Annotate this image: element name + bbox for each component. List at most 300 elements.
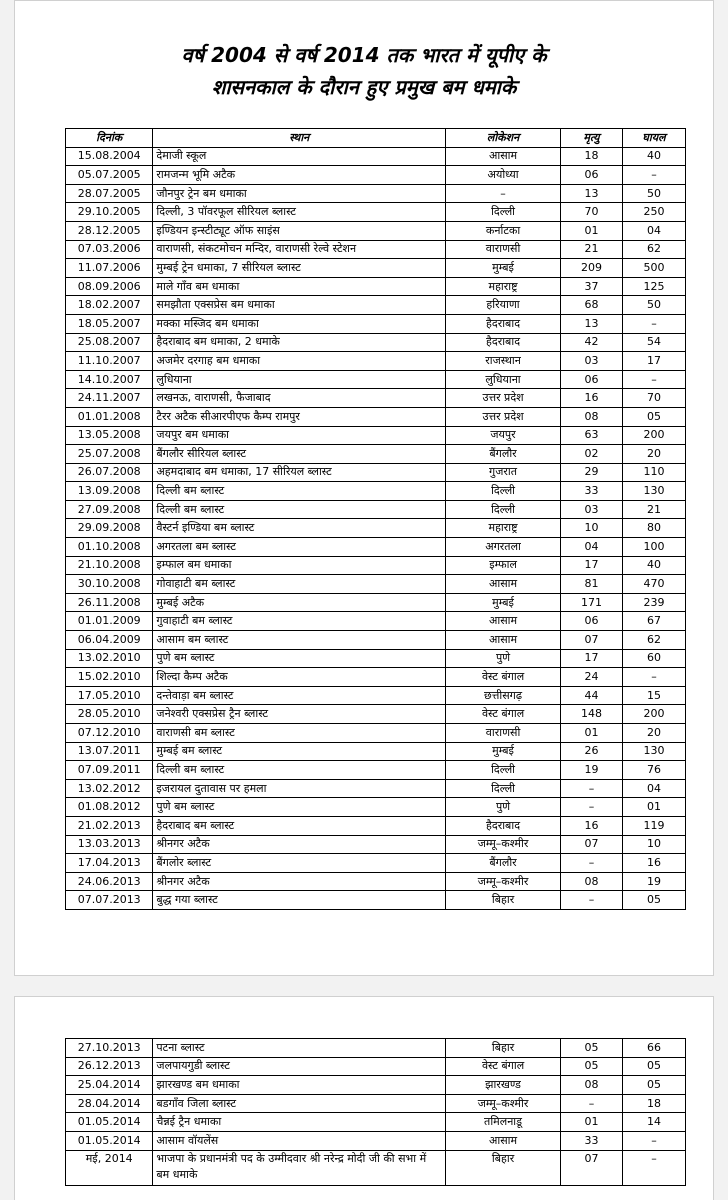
table-row — [66, 519, 686, 538]
cell-injured: 54 — [622, 333, 685, 352]
cell-place: श्रीनगर अटैक — [153, 872, 446, 891]
cell-deaths: 05 — [560, 1057, 622, 1076]
cell-injured: – — [622, 314, 685, 333]
table-row — [66, 538, 686, 557]
cell-date: 25.08.2007 — [66, 333, 153, 352]
cell-injured: 40 — [622, 147, 685, 166]
cell-place: दिल्ली बम ब्लास्ट — [153, 500, 446, 519]
cell-deaths: 01 — [560, 724, 622, 743]
cell-deaths: 148 — [560, 705, 622, 724]
cell-deaths: 17 — [560, 556, 622, 575]
table-row — [66, 333, 686, 352]
table-body-continued — [66, 1039, 686, 1186]
table-row — [66, 872, 686, 891]
cell-location: मुम्बई — [446, 742, 561, 761]
cell-location: बैंगलौर — [446, 854, 561, 873]
header-deaths: मृत्यु — [560, 129, 622, 148]
cell-date: 01.08.2012 — [66, 798, 153, 817]
cell-location: बिहार — [446, 1150, 561, 1185]
cell-date: मई, 2014 — [66, 1150, 153, 1185]
cell-date: 15.02.2010 — [66, 668, 153, 687]
cell-deaths: 16 — [560, 816, 622, 835]
cell-injured: 500 — [622, 259, 685, 278]
table-row — [66, 1076, 686, 1095]
cell-location: हैदराबाद — [446, 816, 561, 835]
cell-place: टैरर अटैक सीआरपीएफ कैम्प रामपुर — [153, 407, 446, 426]
cell-place: झारखण्ड बम धमाका — [153, 1076, 446, 1095]
cell-place: वाराणसी बम ब्लास्ट — [153, 724, 446, 743]
cell-place: इम्फाल बम धमाका — [153, 556, 446, 575]
table-row — [66, 1094, 686, 1113]
cell-injured: 10 — [622, 835, 685, 854]
cell-deaths: 13 — [560, 184, 622, 203]
table-row — [66, 798, 686, 817]
cell-location: वेस्ट बंगाल — [446, 705, 561, 724]
table-row — [66, 891, 686, 910]
cell-deaths: 33 — [560, 482, 622, 501]
header-location: लोकेशन — [446, 129, 561, 148]
cell-injured: – — [622, 370, 685, 389]
cell-date: 06.04.2009 — [66, 631, 153, 650]
cell-deaths: 01 — [560, 1113, 622, 1132]
cell-date: 25.04.2014 — [66, 1076, 153, 1095]
cell-deaths: 68 — [560, 296, 622, 315]
cell-location: – — [446, 184, 561, 203]
cell-date: 17.04.2013 — [66, 854, 153, 873]
cell-date: 01.05.2014 — [66, 1131, 153, 1150]
header-injured: घायल — [622, 129, 685, 148]
table-header-row — [66, 129, 686, 148]
cell-location: मुम्बई — [446, 259, 561, 278]
cell-date: 01.01.2009 — [66, 612, 153, 631]
cell-deaths: 06 — [560, 370, 622, 389]
cell-injured: – — [622, 1131, 685, 1150]
cell-location: वाराणसी — [446, 240, 561, 259]
cell-place: मक्का मस्जिद बम धमाका — [153, 314, 446, 333]
table-row — [66, 1150, 686, 1185]
cell-injured: 67 — [622, 612, 685, 631]
cell-date: 26.11.2008 — [66, 593, 153, 612]
cell-location: दिल्ली — [446, 203, 561, 222]
table-row — [66, 705, 686, 724]
cell-place: इजरायल दुतावास पर हमला — [153, 779, 446, 798]
cell-date: 26.07.2008 — [66, 463, 153, 482]
table-row — [66, 816, 686, 835]
table-row — [66, 221, 686, 240]
document-page-2 — [14, 996, 714, 1200]
table-row — [66, 500, 686, 519]
cell-location: मुम्बई — [446, 593, 561, 612]
cell-date: 11.07.2006 — [66, 259, 153, 278]
cell-place: अगरतला बम ब्लास्ट — [153, 538, 446, 557]
cell-location: बैंगलौर — [446, 445, 561, 464]
cell-injured: 60 — [622, 649, 685, 668]
cell-injured: 21 — [622, 500, 685, 519]
cell-date: 24.06.2013 — [66, 872, 153, 891]
cell-location: आसाम — [446, 631, 561, 650]
cell-deaths: 63 — [560, 426, 622, 445]
cell-date: 01.01.2008 — [66, 407, 153, 426]
cell-place: समझौता एक्सप्रेस बम धमाका — [153, 296, 446, 315]
table-row — [66, 370, 686, 389]
table-row — [66, 147, 686, 166]
cell-injured: – — [622, 166, 685, 185]
cell-place: आसाम वॉयलेंस — [153, 1131, 446, 1150]
cell-injured: 119 — [622, 816, 685, 835]
cell-location: हरियाणा — [446, 296, 561, 315]
table-row — [66, 277, 686, 296]
cell-injured: 125 — [622, 277, 685, 296]
table-row — [66, 482, 686, 501]
table-row — [66, 352, 686, 371]
cell-deaths: 04 — [560, 538, 622, 557]
cell-place: हैदराबाद बम ब्लास्ट — [153, 816, 446, 835]
cell-date: 11.10.2007 — [66, 352, 153, 371]
cell-deaths: – — [560, 891, 622, 910]
cell-location: वेस्ट बंगाल — [446, 1057, 561, 1076]
cell-place: लखनऊ, वाराणसी, फैजाबाद — [153, 389, 446, 408]
cell-location: महाराष्ट्र — [446, 277, 561, 296]
cell-injured: 05 — [622, 407, 685, 426]
cell-place: वाराणसी, संकटमोचन मन्दिर, वाराणसी रेल्वे स्टेशन — [153, 240, 446, 259]
table-row — [66, 1039, 686, 1058]
title-line-2: शासनकाल के दौरान हुए प्रमुख बम धमाके — [211, 75, 517, 99]
cell-date: 15.08.2004 — [66, 147, 153, 166]
header-place: स्थान — [153, 129, 446, 148]
cell-date: 28.12.2005 — [66, 221, 153, 240]
cell-place: गुवाहाटी बम ब्लास्ट — [153, 612, 446, 631]
cell-deaths: 171 — [560, 593, 622, 612]
cell-injured: – — [622, 1150, 685, 1185]
table-row — [66, 556, 686, 575]
cell-injured: 200 — [622, 705, 685, 724]
cell-injured: 40 — [622, 556, 685, 575]
cell-location: छत्तीसगढ़ — [446, 686, 561, 705]
cell-date: 18.05.2007 — [66, 314, 153, 333]
cell-location: आसाम — [446, 1131, 561, 1150]
table-row — [66, 184, 686, 203]
cell-injured: 80 — [622, 519, 685, 538]
table-row — [66, 389, 686, 408]
cell-deaths: 24 — [560, 668, 622, 687]
table-row — [66, 854, 686, 873]
cell-location: जम्मू–कश्मीर — [446, 872, 561, 891]
cell-location: जम्मू–कश्मीर — [446, 835, 561, 854]
table-row — [66, 407, 686, 426]
cell-date: 28.07.2005 — [66, 184, 153, 203]
cell-location: आसाम — [446, 575, 561, 594]
cell-deaths: 06 — [560, 166, 622, 185]
cell-deaths: 03 — [560, 500, 622, 519]
cell-injured: 239 — [622, 593, 685, 612]
cell-date: 08.09.2006 — [66, 277, 153, 296]
cell-location: पुणे — [446, 798, 561, 817]
cell-date: 01.05.2014 — [66, 1113, 153, 1132]
cell-injured: 16 — [622, 854, 685, 873]
cell-injured: 110 — [622, 463, 685, 482]
cell-injured: 04 — [622, 779, 685, 798]
cell-date: 25.07.2008 — [66, 445, 153, 464]
cell-date: 21.02.2013 — [66, 816, 153, 835]
cell-deaths: 07 — [560, 1150, 622, 1185]
cell-injured: 62 — [622, 631, 685, 650]
cell-injured: 04 — [622, 221, 685, 240]
cell-place: पटना ब्लास्ट — [153, 1039, 446, 1058]
cell-place: रामजन्म भूमि अटैक — [153, 166, 446, 185]
cell-injured: 05 — [622, 1057, 685, 1076]
cell-injured: 20 — [622, 724, 685, 743]
cell-location: दिल्ली — [446, 500, 561, 519]
cell-date: 18.02.2007 — [66, 296, 153, 315]
cell-place: आसाम बम ब्लास्ट — [153, 631, 446, 650]
cell-date: 13.03.2013 — [66, 835, 153, 854]
cell-date: 21.10.2008 — [66, 556, 153, 575]
cell-deaths: 44 — [560, 686, 622, 705]
table-row — [66, 779, 686, 798]
cell-injured: 76 — [622, 761, 685, 780]
cell-date: 13.07.2011 — [66, 742, 153, 761]
bomb-blasts-table — [65, 128, 686, 910]
cell-date: 14.10.2007 — [66, 370, 153, 389]
table-row — [66, 631, 686, 650]
cell-date: 07.09.2011 — [66, 761, 153, 780]
cell-location: अगरतला — [446, 538, 561, 557]
table-row — [66, 203, 686, 222]
bomb-blasts-table-continued — [65, 1038, 686, 1186]
cell-location: दिल्ली — [446, 779, 561, 798]
cell-date: 07.03.2006 — [66, 240, 153, 259]
cell-deaths: 17 — [560, 649, 622, 668]
cell-location: इम्फाल — [446, 556, 561, 575]
cell-injured: 19 — [622, 872, 685, 891]
cell-place: मुम्बई बम ब्लास्ट — [153, 742, 446, 761]
cell-date: 13.09.2008 — [66, 482, 153, 501]
cell-deaths: 08 — [560, 407, 622, 426]
table-body — [66, 147, 686, 909]
cell-date: 13.02.2012 — [66, 779, 153, 798]
cell-injured: 20 — [622, 445, 685, 464]
cell-injured: 62 — [622, 240, 685, 259]
cell-place: देमाजी स्कूल — [153, 147, 446, 166]
table-row — [66, 668, 686, 687]
cell-location: आसाम — [446, 147, 561, 166]
cell-injured: 50 — [622, 296, 685, 315]
cell-place: लुधियाना — [153, 370, 446, 389]
cell-location: झारखण्ड — [446, 1076, 561, 1095]
cell-date: 30.10.2008 — [66, 575, 153, 594]
title-line-1: वर्ष 2004 से वर्ष 2014 तक भारत में यूपीए के — [181, 43, 547, 67]
table-row — [66, 686, 686, 705]
cell-place: भाजपा के प्रधानमंत्री पद के उम्मीदवार श्री नरेन्द्र मोदी जी की सभा में बम धमाके — [153, 1150, 446, 1185]
cell-deaths: 70 — [560, 203, 622, 222]
table-row — [66, 296, 686, 315]
cell-location: उत्तर प्रदेश — [446, 407, 561, 426]
cell-location: तमिलनाडू — [446, 1113, 561, 1132]
cell-injured: 01 — [622, 798, 685, 817]
cell-place: दिल्ली, 3 पॉवरफूल सीरियल ब्लास्ट — [153, 203, 446, 222]
cell-deaths: 05 — [560, 1039, 622, 1058]
cell-injured: 66 — [622, 1039, 685, 1058]
cell-deaths: 16 — [560, 389, 622, 408]
cell-date: 29.09.2008 — [66, 519, 153, 538]
cell-date: 05.07.2005 — [66, 166, 153, 185]
cell-deaths: 29 — [560, 463, 622, 482]
cell-deaths: – — [560, 798, 622, 817]
table-row — [66, 166, 686, 185]
cell-date: 24.11.2007 — [66, 389, 153, 408]
cell-date: 27.10.2013 — [66, 1039, 153, 1058]
cell-deaths: 07 — [560, 835, 622, 854]
cell-date: 29.10.2005 — [66, 203, 153, 222]
cell-place: चैन्नई ट्रैन धमाका — [153, 1113, 446, 1132]
cell-deaths: 19 — [560, 761, 622, 780]
cell-place: हैदराबाद बम धमाका, 2 धमाके — [153, 333, 446, 352]
cell-deaths: 209 — [560, 259, 622, 278]
cell-deaths: 26 — [560, 742, 622, 761]
cell-location: उत्तर प्रदेश — [446, 389, 561, 408]
cell-place: बुद्ध गया ब्लास्ट — [153, 891, 446, 910]
cell-location: बिहार — [446, 891, 561, 910]
table-row — [66, 1113, 686, 1132]
cell-deaths: 13 — [560, 314, 622, 333]
cell-place: गोवाहाटी बम ब्लास्ट — [153, 575, 446, 594]
cell-location: दिल्ली — [446, 761, 561, 780]
cell-date: 28.04.2014 — [66, 1094, 153, 1113]
cell-place: श्रीनगर अटैक — [153, 835, 446, 854]
cell-place: अहमदाबाद बम धमाका, 17 सीरियल ब्लास्ट — [153, 463, 446, 482]
cell-deaths: 37 — [560, 277, 622, 296]
document-title — [15, 39, 713, 103]
cell-location: वाराणसी — [446, 724, 561, 743]
table-row — [66, 445, 686, 464]
cell-deaths: 02 — [560, 445, 622, 464]
table-row — [66, 259, 686, 278]
cell-location: हैदराबाद — [446, 333, 561, 352]
cell-deaths: 81 — [560, 575, 622, 594]
cell-place: मुम्बई ट्रेन धमाका, 7 सीरियल ब्लास्ट — [153, 259, 446, 278]
table-row — [66, 463, 686, 482]
cell-location: अयोध्या — [446, 166, 561, 185]
cell-place: अजमेर दरगाह बम धमाका — [153, 352, 446, 371]
table-row — [66, 742, 686, 761]
header-date: दिनांक — [66, 129, 153, 148]
cell-place: माले गाँव बम धमाका — [153, 277, 446, 296]
document-page-1 — [14, 0, 714, 976]
cell-deaths: 08 — [560, 1076, 622, 1095]
cell-injured: 14 — [622, 1113, 685, 1132]
cell-place: जौनपुर ट्रेन बम धमाका — [153, 184, 446, 203]
cell-location: आसाम — [446, 612, 561, 631]
cell-date: 13.02.2010 — [66, 649, 153, 668]
cell-injured: 05 — [622, 891, 685, 910]
cell-deaths: 42 — [560, 333, 622, 352]
cell-location: पुणे — [446, 649, 561, 668]
table-row — [66, 593, 686, 612]
cell-deaths: 03 — [560, 352, 622, 371]
cell-injured: 100 — [622, 538, 685, 557]
cell-deaths: 33 — [560, 1131, 622, 1150]
cell-place: इण्डियन इन्स्टीट्यूट ऑफ साइंस — [153, 221, 446, 240]
cell-injured: 250 — [622, 203, 685, 222]
table-row — [66, 426, 686, 445]
cell-date: 01.10.2008 — [66, 538, 153, 557]
cell-place: जलपायगुडी ब्लास्ट — [153, 1057, 446, 1076]
cell-deaths: – — [560, 1094, 622, 1113]
table-row — [66, 575, 686, 594]
cell-place: मुम्बई अटैक — [153, 593, 446, 612]
table-row — [66, 314, 686, 333]
cell-date: 07.12.2010 — [66, 724, 153, 743]
cell-date: 28.05.2010 — [66, 705, 153, 724]
table-row — [66, 724, 686, 743]
cell-location: वेस्ट बंगाल — [446, 668, 561, 687]
cell-place: बैंगलोर ब्लास्ट — [153, 854, 446, 873]
cell-deaths: 07 — [560, 631, 622, 650]
cell-injured: 70 — [622, 389, 685, 408]
cell-date: 17.05.2010 — [66, 686, 153, 705]
cell-place: दिल्ली बम ब्लास्ट — [153, 761, 446, 780]
cell-place: शिल्दा कैम्प अटैक — [153, 668, 446, 687]
table-row — [66, 835, 686, 854]
cell-deaths: 18 — [560, 147, 622, 166]
cell-injured: 470 — [622, 575, 685, 594]
table-row — [66, 649, 686, 668]
cell-date: 07.07.2013 — [66, 891, 153, 910]
cell-place: पुणे बम ब्लास्ट — [153, 798, 446, 817]
cell-date: 27.09.2008 — [66, 500, 153, 519]
cell-deaths: 10 — [560, 519, 622, 538]
cell-injured: 17 — [622, 352, 685, 371]
cell-injured: 05 — [622, 1076, 685, 1095]
cell-place: जनेश्वरी एक्सप्रेस ट्रैन ब्लास्ट — [153, 705, 446, 724]
cell-injured: 50 — [622, 184, 685, 203]
cell-location: कर्नाटका — [446, 221, 561, 240]
cell-deaths: 21 — [560, 240, 622, 259]
table-row — [66, 612, 686, 631]
cell-location: राजस्थान — [446, 352, 561, 371]
cell-deaths: – — [560, 854, 622, 873]
cell-injured: 15 — [622, 686, 685, 705]
cell-place: जयपुर बम धमाका — [153, 426, 446, 445]
cell-location: महाराष्ट्र — [446, 519, 561, 538]
table-row — [66, 1131, 686, 1150]
cell-deaths: 06 — [560, 612, 622, 631]
cell-place: बैंगलौर सीरियल ब्लास्ट — [153, 445, 446, 464]
cell-place: वैस्टर्न इण्डिया बम ब्लास्ट — [153, 519, 446, 538]
table-row — [66, 1057, 686, 1076]
cell-location: गुजरात — [446, 463, 561, 482]
cell-injured: – — [622, 668, 685, 687]
cell-deaths: – — [560, 779, 622, 798]
cell-location: बिहार — [446, 1039, 561, 1058]
cell-injured: 200 — [622, 426, 685, 445]
table-row — [66, 761, 686, 780]
cell-injured: 130 — [622, 742, 685, 761]
cell-location: हैदराबाद — [446, 314, 561, 333]
cell-deaths: 08 — [560, 872, 622, 891]
cell-date: 26.12.2013 — [66, 1057, 153, 1076]
cell-place: दन्तेवाड़ा बम ब्लास्ट — [153, 686, 446, 705]
cell-deaths: 01 — [560, 221, 622, 240]
cell-location: जयपुर — [446, 426, 561, 445]
cell-location: दिल्ली — [446, 482, 561, 501]
cell-place: पुणे बम ब्लास्ट — [153, 649, 446, 668]
cell-place: दिल्ली बम ब्लास्ट — [153, 482, 446, 501]
cell-injured: 130 — [622, 482, 685, 501]
cell-location: जम्मू–कश्मीर — [446, 1094, 561, 1113]
table-row — [66, 240, 686, 259]
cell-injured: 18 — [622, 1094, 685, 1113]
